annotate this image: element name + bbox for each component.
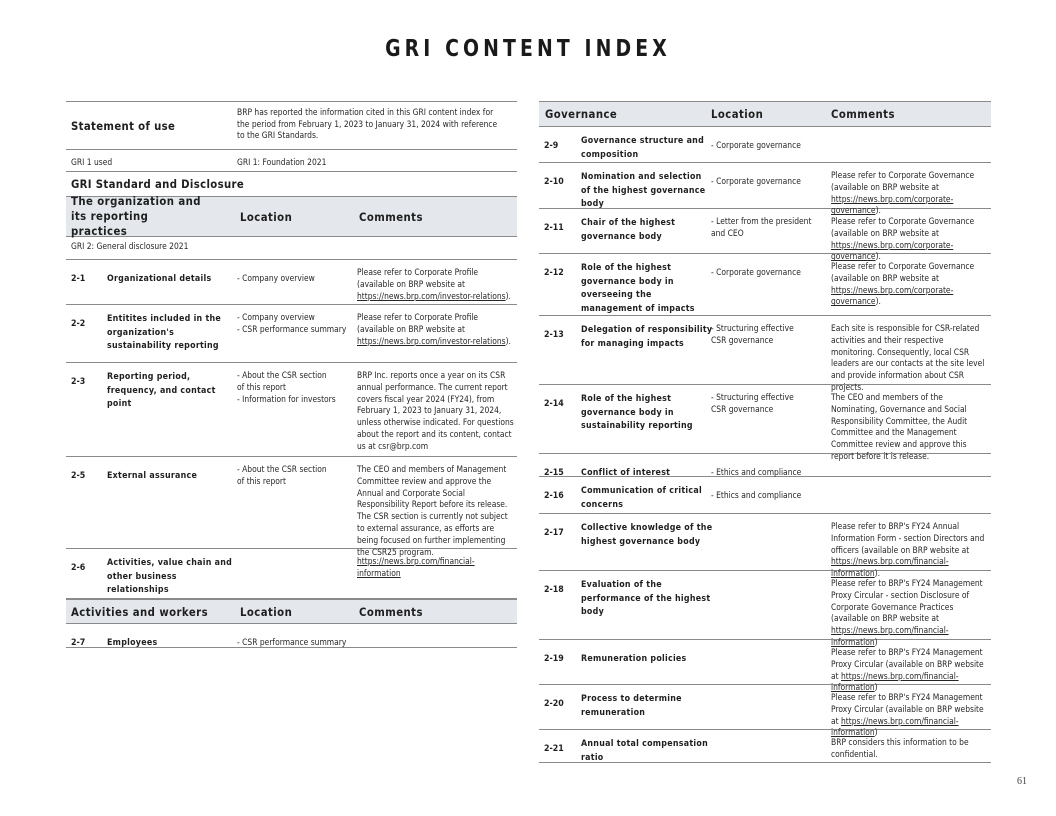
org-comments-header: Comments — [358, 209, 423, 224]
disclosure-comments: Please refer to Corporate Governance (available on BRP website at https://news.brp.com/corporate-governance). — [831, 217, 975, 263]
disclosure-location: - About the CSR section of this report - Information for investors — [237, 371, 336, 405]
disclosure-code: 2-11 — [544, 223, 564, 233]
disclosure-code: 2-17 — [544, 528, 564, 538]
comment-link[interactable]: https://news.brp.com/financial-information — [357, 557, 475, 579]
disclosure-title: External assurance — [107, 471, 198, 481]
disclosure-location: - Corporate governance — [711, 268, 801, 278]
disclosure-row — [66, 305, 517, 363]
page-number: 61 — [1017, 776, 1027, 787]
disclosure-title: Role of the highest governance body in sustainability reporting — [581, 394, 693, 431]
right-column — [539, 101, 991, 763]
disclosure-code: 2-15 — [544, 468, 564, 478]
disclosure-code: 2-16 — [544, 491, 564, 501]
disclosure-title: Collective knowledge of the highest governance body — [581, 523, 713, 547]
disclosure-code: 2-3 — [71, 377, 86, 387]
activities-comments-header: Comments — [358, 604, 423, 619]
disclosure-comments: Please refer to Corporate Governance (available on BRP website at https://news.brp.com/corporate-governance). — [831, 171, 975, 217]
disclosure-comments: Please refer to BRP's FY24 Management Proxy Circular (available on BRP website at https://news.brp.com/financial-information) — [831, 693, 984, 739]
disclosure-code: 2-14 — [544, 399, 564, 409]
disclosure-row — [66, 624, 517, 648]
disclosure-title: Conflict of interest — [581, 468, 671, 478]
gri1-value: GRI 1: Foundation 2021 — [237, 157, 327, 168]
disclosure-comments: The CEO and members of Management Committee review and approve the Annual and Corporate Social Responsibility Report before its release. The CSR section is currently not subject to external assurance, as efforts are being focused on further implementing the CSR25 program. — [357, 465, 508, 558]
disclosure-location: - Structuring effective CSR governance — [711, 393, 794, 415]
disclosure-location: - Company overview - CSR performance summary — [237, 313, 347, 335]
disclosure-comments: The CEO and members of the Nominating, Governance and Social Responsibility Committee, the Audit Committee and the Management Committee review and approve this report before it is release. — [831, 393, 968, 462]
disclosure-row — [539, 385, 991, 462]
disclosure-comments — [357, 557, 515, 581]
disclosure-title: Nomination and selection of the highest governance body — [581, 172, 706, 209]
disclosure-title: Process to determine remuneration — [581, 694, 682, 718]
disclosure-title: Communication of critical concerns — [581, 486, 702, 510]
comment-link[interactable]: https://news.brp.com/investor-relations — [357, 291, 506, 302]
disclosure-row — [66, 457, 517, 558]
disclosure-row — [539, 477, 991, 514]
standard-heading: GRI Standard and Disclosure — [71, 177, 245, 191]
activities-section-heading: Activities and workers — [71, 604, 209, 619]
comment-link[interactable]: https://news.brp.com/corporate-governance — [831, 285, 954, 308]
disclosure-title: Annual total compensation ratio — [581, 739, 709, 763]
disclosure-code: 2-1 — [71, 274, 86, 284]
disclosure-row — [66, 363, 517, 457]
disclosure-comments: Please refer to Corporate Governance (available on BRP website at https://news.brp.com/corporate-governance). — [831, 262, 975, 308]
disclosure-row — [66, 260, 517, 305]
disclosure-title: Chair of the highest governance body — [581, 218, 676, 242]
disclosure-comments: Please refer to BRP's FY24 Management Proxy Circular - section Disclosure of Corporate Governance Practices (available on BRP website at https://news.brp.com/financial-information) — [831, 579, 983, 648]
disclosure-location: - CSR performance summary — [237, 638, 347, 648]
comment-link[interactable]: https://news.brp.com/corporate-governance — [831, 240, 954, 263]
statement-of-use-row — [66, 101, 517, 150]
disclosure-row — [539, 163, 991, 217]
disclosure-row — [539, 514, 991, 580]
disclosure-row — [539, 254, 991, 316]
governance-section-heading: Governance — [545, 107, 618, 121]
disclosure-row — [66, 549, 517, 599]
disclosure-title: Governance structure and composition — [581, 136, 705, 160]
disclosure-title: Evaluation of the performance of the highest body — [581, 580, 711, 617]
disclosure-comments: BRP Inc. reports once a year on its CSR annual performance. The current report covers fiscal year 2024 (FY24), from February 1, 2023 to January 31, 2024, unless otherwise indicated. For questions about the report and its content, contact us at csr@brp.com — [357, 371, 514, 452]
disclosure-code: 2-7 — [71, 638, 86, 648]
disclosure-title: Entitites included in the organization's sustainability reporting — [107, 314, 222, 351]
disclosure-location: - Structuring effective CSR governance — [711, 324, 794, 346]
disclosure-code: 2-19 — [544, 654, 564, 664]
disclosure-title: Activities, value chain and other business relationships — [107, 558, 233, 595]
disclosure-code: 2-10 — [544, 177, 564, 187]
disclosure-code: 2-12 — [544, 268, 564, 278]
comment-link[interactable]: https://news.brp.com/investor-relations — [357, 336, 506, 347]
disclosure-location: - Company overview — [237, 274, 315, 284]
disclosure-title: Role of the highest governance body in overseeing the management of impacts — [581, 263, 695, 314]
disclosure-title: Reporting period, frequency, and contact point — [107, 372, 216, 409]
comment-link[interactable]: https://news.brp.com/financial-information — [831, 671, 959, 694]
disclosure-code: 2-13 — [544, 330, 564, 340]
statement-of-use-text: BRP has reported the information cited in this GRI content index for the period from February 1, 2023 to January 31, 2024 with reference to the GRI Standards. — [237, 107, 498, 142]
org-section-heading: The organization and its reporting practices — [71, 193, 201, 238]
disclosure-code: 2-9 — [544, 141, 559, 151]
org-location-header: Location — [240, 209, 293, 224]
disclosure-code: 2-2 — [71, 319, 86, 329]
comment-link[interactable]: https://news.brp.com/corporate-governance — [831, 194, 954, 217]
disclosure-title: Remuneration policies — [581, 654, 687, 664]
disclosure-code: 2-21 — [544, 744, 564, 754]
activities-location-header: Location — [240, 604, 293, 619]
disclosure-comments: Please refer to Corporate Profile (available on BRP website at https://news.brp.com/investor-relations). — [357, 313, 511, 347]
governance-comments-header: Comments — [831, 107, 895, 121]
left-column — [66, 101, 517, 648]
disclosure-code: 2-6 — [71, 563, 86, 573]
disclosure-location: - Letter from the president and CEO — [711, 217, 812, 239]
statement-of-use-label: Statement of use — [71, 118, 176, 133]
comment-link[interactable]: https://news.brp.com/financial-information — [831, 716, 959, 739]
disclosure-row — [539, 127, 991, 163]
gri1-label: GRI 1 used — [71, 157, 113, 168]
disclosure-comments: Please refer to BRP's FY24 Management Proxy Circular (available on BRP website at https://news.brp.com/financial-information) — [831, 648, 984, 694]
disclosure-code: 2-20 — [544, 699, 564, 709]
comment-link[interactable]: https://news.brp.com/financial-information — [831, 557, 949, 580]
gri2-subheading-row — [66, 237, 517, 260]
gri2-subheading: GRI 2: General disclosure 2021 — [71, 242, 189, 253]
comment-link[interactable]: https://news.brp.com/financial-information — [831, 626, 949, 648]
disclosure-title: Delegation of responsibility for managing impacts — [581, 325, 713, 349]
activities-section-header — [66, 599, 517, 624]
disclosure-row — [539, 571, 991, 648]
disclosure-comments: Please refer to BRP's FY24 Annual Information Form - section Directors and officers (available on BRP website at https://news.brp.com/financial-information). — [831, 522, 985, 580]
disclosure-location: - About the CSR section of this report — [237, 465, 327, 487]
disclosure-title: Organizational details — [107, 274, 212, 284]
governance-location-header: Location — [711, 107, 764, 121]
disclosure-location: - Ethics and compliance — [711, 491, 802, 501]
disclosure-location: - Corporate governance — [711, 177, 801, 187]
disclosure-title: Employees — [107, 638, 158, 648]
disclosure-location: - Ethics and compliance — [711, 468, 802, 478]
disclosure-comments: Please refer to Corporate Profile (available on BRP website at https://news.brp.com/investor-relations). — [357, 268, 511, 302]
page-title: GRI CONTENT INDEX — [385, 36, 671, 62]
org-section-header — [66, 193, 517, 238]
gri1-row — [66, 150, 517, 172]
governance-section-header — [539, 101, 991, 127]
disclosure-code: 2-18 — [544, 585, 564, 595]
disclosure-location: - Corporate governance — [711, 141, 801, 151]
standard-heading-row — [66, 172, 517, 196]
disclosure-comments: Each site is responsible for CSR-related activities and their respective monitoring. Consequently, local CSR leaders are our contacts at the site level and provide information about CSR projects. — [831, 324, 985, 393]
disclosure-code: 2-5 — [71, 471, 86, 481]
disclosure-comments: BRP considers this information to be confidential. — [831, 738, 969, 760]
disclosure-row — [539, 316, 991, 393]
